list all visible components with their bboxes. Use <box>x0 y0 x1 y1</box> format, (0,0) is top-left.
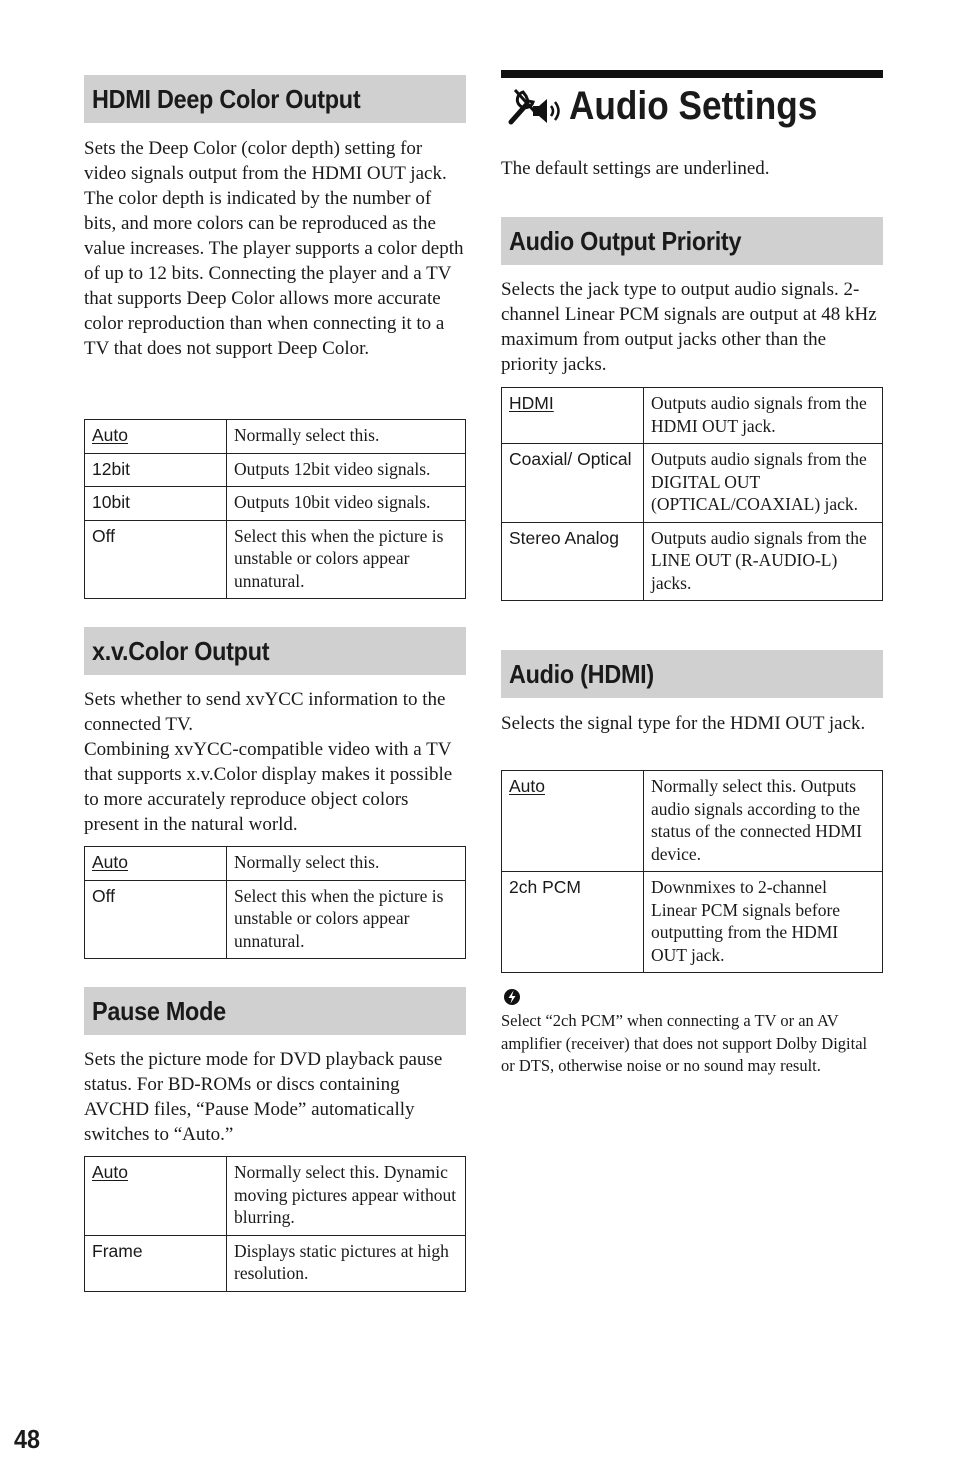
option-desc: Normally select this. <box>227 847 466 881</box>
option-key: Coaxial/ Optical <box>502 444 644 523</box>
title-rule <box>501 70 883 78</box>
pause-mode-options-table <box>84 1156 466 1292</box>
option-desc: Normally select this. Outputs audio signals according to the status of the connected HDMI device. <box>644 771 883 872</box>
option-desc: Normally select this. <box>227 420 466 454</box>
table-row <box>85 453 466 487</box>
audio-hdmi-options-table <box>501 770 883 973</box>
table-row <box>85 1157 466 1236</box>
option-key: Auto <box>92 425 128 445</box>
option-key: 2ch PCM <box>502 872 644 973</box>
defaults-note: The default settings are underlined. <box>501 158 770 179</box>
option-key: Auto <box>92 852 128 872</box>
deep-color-para-2: The color depth is indicated by the number of bits, and more colors can be reproduced as the value increases. The player supports a color depth of up to 12 bits. Connecting the player and a TV that supports Deep Color allows more accurate color reproduction than when connecting it to a TV that does not support Deep Color. <box>84 188 464 359</box>
audio-output-priority-table <box>501 387 883 601</box>
option-key: Auto <box>92 1162 128 1182</box>
table-row <box>85 420 466 454</box>
table-row <box>502 388 883 444</box>
audio-output-priority-description: Selects the jack type to output audio signals. 2-channel Linear PCM signals are output at 48 kHz maximum from output jacks other than the priority jacks. <box>501 279 877 375</box>
deep-color-description <box>84 136 466 361</box>
pause-mode-description <box>84 1047 466 1147</box>
audio-hdmi-description: Selects the signal type for the HDMI OUT jack. <box>501 713 866 734</box>
xv-color-options-table <box>84 846 466 959</box>
hint-icon <box>503 988 521 1006</box>
table-row <box>85 1235 466 1291</box>
page-number: 48 <box>14 1424 41 1454</box>
chapter-title <box>501 82 883 130</box>
table-row <box>85 880 466 959</box>
option-key: Frame <box>85 1235 227 1291</box>
deep-color-para-1: Sets the Deep Color (color depth) setting for video signals output from the HDMI OUT jack. <box>84 138 447 184</box>
section-heading-audio-hdmi: Audio (HDMI) <box>501 650 883 698</box>
table-row <box>85 847 466 881</box>
table-row <box>85 520 466 599</box>
section-heading-pause-mode: Pause Mode <box>84 987 466 1035</box>
section-heading-deep-color: HDMI Deep Color Output <box>84 75 466 123</box>
xv-color-para-1: Sets whether to send xvYCC information to the connected TV. <box>84 689 446 735</box>
option-key: Stereo Analog <box>502 522 644 601</box>
option-desc: Outputs audio signals from the HDMI OUT jack. <box>644 388 883 444</box>
table-row <box>502 872 883 973</box>
xv-color-para-2: Combining xvYCC-compatible video with a TV that supports x.v.Color display makes it possible to more accurately reproduce object colors present in the natural world. <box>84 739 453 835</box>
pause-mode-para-1: Sets the picture mode for DVD playback pause status. For BD-ROMs or discs containing AVCHD files, “Pause Mode” automatically switches to “Auto.” <box>84 1049 443 1145</box>
option-desc: Normally select this. Dynamic moving pictures appear without blurring. <box>227 1157 466 1236</box>
page-title: Audio Settings <box>569 84 818 128</box>
option-key: 12bit <box>85 453 227 487</box>
option-desc: Select this when the picture is unstable or colors appear unnatural. <box>227 520 466 599</box>
table-row <box>502 522 883 601</box>
tools-speaker-icon <box>505 82 561 128</box>
hint-note: Select “2ch PCM” when connecting a TV or an AV amplifier (receiver) that does not support Dolby Digital or DTS, otherwise noise or no sound may result. <box>501 1011 868 1075</box>
option-key: HDMI <box>509 393 554 413</box>
option-key: Off <box>85 520 227 599</box>
option-desc: Select this when the picture is unstable or colors appear unnatural. <box>227 880 466 959</box>
section-heading-xv-color: x.v.Color Output <box>84 627 466 675</box>
option-desc: Outputs 12bit video signals. <box>227 453 466 487</box>
option-desc: Downmixes to 2-channel Linear PCM signals before outputting from the HDMI OUT jack. <box>644 872 883 973</box>
table-row <box>85 487 466 521</box>
table-row <box>502 771 883 872</box>
option-key: 10bit <box>85 487 227 521</box>
option-desc: Displays static pictures at high resolution. <box>227 1235 466 1291</box>
option-desc: Outputs audio signals from the LINE OUT (R-AUDIO-L) jacks. <box>644 522 883 601</box>
option-key: Auto <box>509 776 545 796</box>
section-heading-audio-output-priority: Audio Output Priority <box>501 217 883 265</box>
deep-color-options-table <box>84 419 466 599</box>
xv-color-description <box>84 687 466 837</box>
table-row <box>502 444 883 523</box>
option-key: Off <box>85 880 227 959</box>
option-desc: Outputs audio signals from the DIGITAL OUT (OPTICAL/COAXIAL) jack. <box>644 444 883 523</box>
option-desc: Outputs 10bit video signals. <box>227 487 466 521</box>
